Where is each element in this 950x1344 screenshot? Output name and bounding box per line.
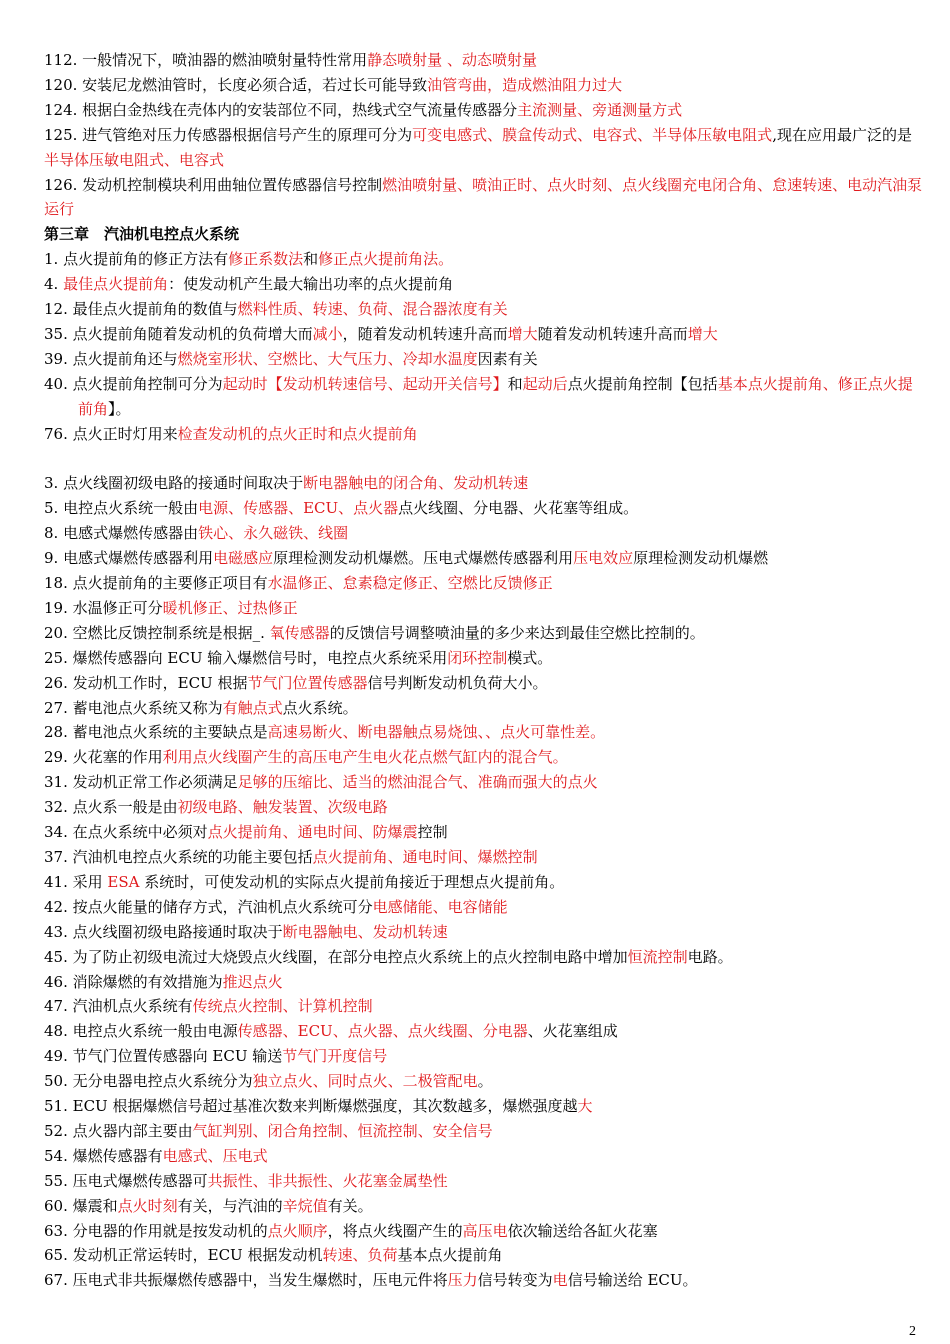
text-line (44, 1194, 924, 1219)
text-line (44, 1119, 924, 1144)
question-text: 45. 为了防止初级电流过大烧毁点火线圈，在部分电控点火系统上的点火控制电路中增加 (44, 947, 628, 966)
question-text: 67. 压电式非共振爆燃传感器中，当发生爆燃时，压电元件将 (44, 1271, 448, 1290)
question-text: 有关，与汽油的 (177, 1196, 283, 1215)
text-line (44, 98, 924, 123)
question-text: 43. 点火线圈初级电路接通时取决于 (44, 922, 283, 941)
text-line (44, 770, 924, 795)
answer-text: 初级电路、触发装置、次级电路 (177, 798, 388, 817)
question-text: 点火提前角控制【包括 (567, 374, 718, 393)
answer-text: 传统点火控制、计算机控制 (192, 997, 373, 1016)
answer-text: 转速、负荷 (322, 1246, 398, 1265)
question-text: 依次输送给各缸火花塞 (507, 1221, 658, 1240)
question-text: 120. 安装尼龙燃油管时，长度必须合适，若过长可能导致 (44, 75, 428, 94)
text-line (44, 571, 924, 596)
answer-text: 最佳点火提前角 (63, 275, 169, 294)
answer-text: 减小 (312, 324, 343, 343)
question-text: 27. 蓄电池点火系统又称为 (44, 698, 223, 717)
answer-text: 电 (552, 1271, 568, 1290)
answer-text: 静态喷射量 、动态喷射量 (367, 51, 537, 69)
answer-text: 修正系数法 (228, 250, 304, 269)
answer-text: 电感储能、电容储能 (372, 897, 508, 916)
question-text: 63. 分电器的作用就是按发动机的 (44, 1221, 268, 1240)
question-text: ，随着发动机转速升高而 (342, 324, 508, 343)
answer-text: 燃烧室形状、空燃比、大气压力、冷却水温度 (177, 349, 478, 368)
answer-text: 电源、传感器、ECU、点火器 (198, 499, 399, 518)
question-text: 模式。 (507, 648, 553, 667)
question-text: 系统时，可使发动机的实际点火提前角接近于理想点火提前角。 (139, 872, 565, 891)
text-line (44, 521, 924, 546)
text-line (44, 247, 924, 272)
document-body (44, 48, 924, 1293)
question-text: ，将点火线圈产生的 (327, 1221, 463, 1240)
question-text: 50. 无分电器电控点火系统分为 (44, 1072, 253, 1091)
question-text: 8. 电感式爆燃传感器由 (44, 524, 199, 543)
question-text: 48. 电控点火系统一般由电源 (44, 1022, 238, 1041)
answer-text: 点火顺序 (267, 1221, 328, 1240)
question-text: 12. 最佳点火提前角的数值与 (44, 300, 238, 319)
question-text: 40. 点火提前角控制可分为 (44, 374, 223, 393)
answer-text: 起动后 (522, 374, 568, 393)
question-text: 65. 发动机正常运转时，ECU 根据发动机 (44, 1246, 323, 1265)
text-line (44, 745, 924, 770)
text-line (44, 322, 924, 347)
answer-text: 传感器、ECU、点火器、点火线圈、分电器 (237, 1022, 528, 1041)
text-line (44, 720, 924, 745)
question-text: 、火花塞组成 (527, 1022, 618, 1041)
answer-text: 独立点火、同时点火、二极管配电 (252, 1072, 478, 1091)
question-text: ,现在应用最广泛的是 (772, 125, 912, 144)
text-line (44, 845, 924, 870)
answer-text: 恒流控制 (627, 947, 688, 966)
question-text: 点火线圈、分电器、火花塞等组成。 (398, 499, 639, 518)
text-line (44, 496, 924, 521)
answer-text: 点火提前角、通电时间、防爆震 (207, 823, 418, 842)
text-line (44, 1069, 924, 1094)
answer-text: 氧传感器 (269, 623, 330, 642)
answer-text: 油管弯曲，造成燃油阻力过大 (427, 75, 623, 94)
question-text: 35. 点火提前角随着发动机的负荷增大而 (44, 324, 313, 343)
question-text: 37. 汽油机电控点火系统的功能主要包括 (44, 847, 313, 866)
question-text: 因素有关 (477, 349, 538, 368)
question-text: 124. 根据白金热线在壳体内的安装部位不同，热线式空气流量传感器分 (44, 100, 518, 119)
answer-text: 基本点火提前角、修正点火提前角 (78, 374, 913, 418)
question-text: 34. 在点火系统中必须对 (44, 823, 208, 842)
question-text: 42. 按点火能量的储存方式，汽油机点火系统可分 (44, 897, 373, 916)
question-text: 46. 消除爆燃的有效措施为 (44, 972, 223, 991)
question-text: ：使发动机产生最大输出功率的点火提前角 (168, 275, 454, 294)
question-text: 电路。 (687, 947, 733, 966)
answer-text: 共振性、非共振性、火花塞金属垫性 (207, 1171, 448, 1190)
question-text: 112. 一般情况下，喷油器的燃油喷射量特性常用 (44, 51, 368, 69)
question-text: 20. 空燃比反馈控制系统是根据_. (44, 623, 270, 642)
question-text: 31. 发动机正常工作必须满足 (44, 773, 238, 792)
text-line (44, 123, 924, 173)
question-text: 47. 汽油机点火系统有 (44, 997, 193, 1016)
question-text: 1. 点火提前角的修正方法有 (44, 250, 229, 269)
answer-text: 推迟点火 (222, 972, 283, 991)
text-line (44, 546, 924, 571)
answer-text: 燃油喷射量、喷油正时、点火时刻、点火线圈充电闭合角、怠速转速、电动汽油泵运行 (44, 175, 923, 219)
answer-text: 有触点式 (222, 698, 283, 717)
text-line (44, 1169, 924, 1194)
question-text: 3. 点火线圈初级电路的接通时间取决于 (44, 474, 304, 493)
blank-line (44, 447, 924, 472)
question-text: 原理检测发动机爆燃 (633, 549, 769, 568)
answer-text: 辛烷值 (282, 1196, 328, 1215)
text-line (44, 471, 924, 496)
text-line (44, 920, 924, 945)
question-text: 。 (477, 1072, 493, 1091)
question-text: 和 (303, 250, 319, 269)
answer-text: 点火提前角、通电时间、爆燃控制 (312, 847, 538, 866)
question-text: 信号判断发动机负荷大小。 (367, 673, 548, 692)
text-line (44, 945, 924, 970)
answer-text: 利用点火线圈产生的高压电产生电火花点燃气缸内的混合气。 (162, 748, 568, 767)
text-line (44, 1044, 924, 1069)
text-line (44, 895, 924, 920)
question-text: 和 (507, 374, 523, 393)
chapter-heading (44, 222, 924, 247)
answer-text: 节气门开度信号 (282, 1047, 388, 1066)
answer-text: 足够的压缩比、适当的燃油混合气、准确而强大的点火 (237, 773, 598, 792)
text-line (44, 422, 924, 447)
text-line (44, 297, 924, 322)
answer-text: 修正点火提前角法。 (318, 250, 454, 269)
answer-text: 主流测量、旁通测量方式 (517, 100, 683, 119)
answer-text: ESA (107, 872, 140, 891)
answer-text: 断电器触电、发动机转速 (282, 922, 448, 941)
question-text: 18. 点火提前角的主要修正项目有 (44, 574, 268, 593)
question-text: 随着发动机转速升高而 (537, 324, 688, 343)
answer-text: 水温修正、怠素稳定修正、空燃比反馈修正 (267, 574, 553, 593)
text-line (44, 48, 924, 73)
question-text: 控制 (417, 823, 448, 842)
answer-text: 压电效应 (573, 549, 634, 568)
text-line (44, 1144, 924, 1169)
question-text: 39. 点火提前角还与 (44, 349, 178, 368)
question-text: 19. 水温修正可分 (44, 598, 163, 617)
question-text: 原理检测发动机爆燃。压电式爆燃传感器利用 (273, 549, 574, 568)
question-text: 】。 (108, 399, 131, 418)
text-line (44, 1094, 924, 1119)
text-line (44, 870, 924, 895)
answer-text: 点火时刻 (117, 1196, 178, 1215)
answer-text: 可变电感式、膜盒传动式、电容式、半导体压敏电阻式 (412, 125, 773, 144)
question-text: 54. 爆燃传感器有 (44, 1146, 163, 1165)
answer-text: 半导体压敏电阻式、电容式 (44, 150, 225, 169)
answer-text: 增大 (507, 324, 538, 343)
text-line (44, 970, 924, 995)
question-text: 51. ECU 根据爆燃信号超过基准次数来判断爆燃强度，其次数越多，爆燃强度越 (44, 1097, 578, 1116)
text-line (44, 173, 924, 223)
answer-text: 高压电 (462, 1221, 508, 1240)
text-line (44, 795, 924, 820)
text-line (44, 272, 924, 297)
question-text: 52. 点火器内部主要由 (44, 1121, 193, 1140)
answer-text: 节气门位置传感器 (247, 673, 368, 692)
text-line (44, 621, 924, 646)
question-text: 76. 点火正时灯用来 (44, 424, 178, 443)
question-text: 125. 进气管绝对压力传感器根据信号产生的原理可分为 (44, 125, 413, 144)
question-text: 9. 电感式爆燃传感器利用 (44, 549, 214, 568)
question-text: 126. 发动机控制模块利用曲轴位置传感器信号控制 (44, 175, 383, 194)
text-line (44, 1268, 924, 1293)
text-line (44, 596, 924, 621)
text-line (44, 994, 924, 1019)
text-line (44, 820, 924, 845)
answer-text: 增大 (687, 324, 718, 343)
text-line (44, 646, 924, 671)
text-line (44, 1219, 924, 1244)
page-number: 2 (909, 1324, 916, 1339)
question-text: 25. 爆燃传感器向 ECU 输入爆燃信号时，电控点火系统采用 (44, 648, 448, 667)
question-text: 4. (44, 275, 64, 294)
answer-text: 气缸判别、闭合角控制、恒流控制、安全信号 (192, 1121, 493, 1140)
question-text: 的反馈信号调整喷油量的多少来达到最佳空燃比控制的。 (329, 623, 705, 642)
text-line (44, 671, 924, 696)
text-line (44, 372, 924, 422)
answer-text: 电感式、压电式 (162, 1146, 268, 1165)
answer-text: 断电器触电的闭合角、发动机转速 (303, 474, 529, 493)
answer-text: 检查发动机的点火正时和点火提前角 (177, 424, 418, 443)
question-text: 第三章 汽油机电控点火系统 (44, 225, 240, 244)
question-text: 32. 点火系一般是由 (44, 798, 178, 817)
question-text: 28. 蓄电池点火系统的主要缺点是 (44, 723, 268, 742)
text-line (44, 1019, 924, 1044)
question-text: 信号转变为 (477, 1271, 553, 1290)
answer-text: 电磁感应 (213, 549, 274, 568)
answer-text: 起动时【发动机转速信号、起动开关信号】 (222, 374, 508, 393)
answer-text: 暖机修正、过热修正 (162, 598, 298, 617)
question-text: 点火系统。 (282, 698, 358, 717)
question-text: 5. 电控点火系统一般由 (44, 499, 199, 518)
question-text: 基本点火提前角 (397, 1246, 503, 1265)
answer-text: 铁心、永久磁铁、线圈 (198, 524, 349, 543)
question-text: 49. 节气门位置传感器向 ECU 输送 (44, 1047, 283, 1066)
text-line (44, 1243, 924, 1268)
text-line (44, 347, 924, 372)
text-line (44, 696, 924, 721)
answer-text: 高速易断火、断电器触点易烧蚀、、点火可靠性差。 (267, 723, 606, 742)
answer-text: 大 (577, 1097, 593, 1116)
question-text: 26. 发动机工作时，ECU 根据 (44, 673, 248, 692)
question-text: 60. 爆震和 (44, 1196, 118, 1215)
answer-text: 压力 (447, 1271, 478, 1290)
question-text: 41. 采用 (44, 872, 108, 891)
answer-text: 闭环控制 (447, 648, 508, 667)
question-text: 55. 压电式爆燃传感器可 (44, 1171, 208, 1190)
answer-text: 燃料性质、转速、负荷、混合器浓度有关 (237, 300, 508, 319)
question-text: 29. 火花塞的作用 (44, 748, 163, 767)
text-line (44, 73, 924, 98)
question-text: 信号输送给 ECU。 (567, 1271, 698, 1290)
question-text: 有关。 (327, 1196, 373, 1215)
